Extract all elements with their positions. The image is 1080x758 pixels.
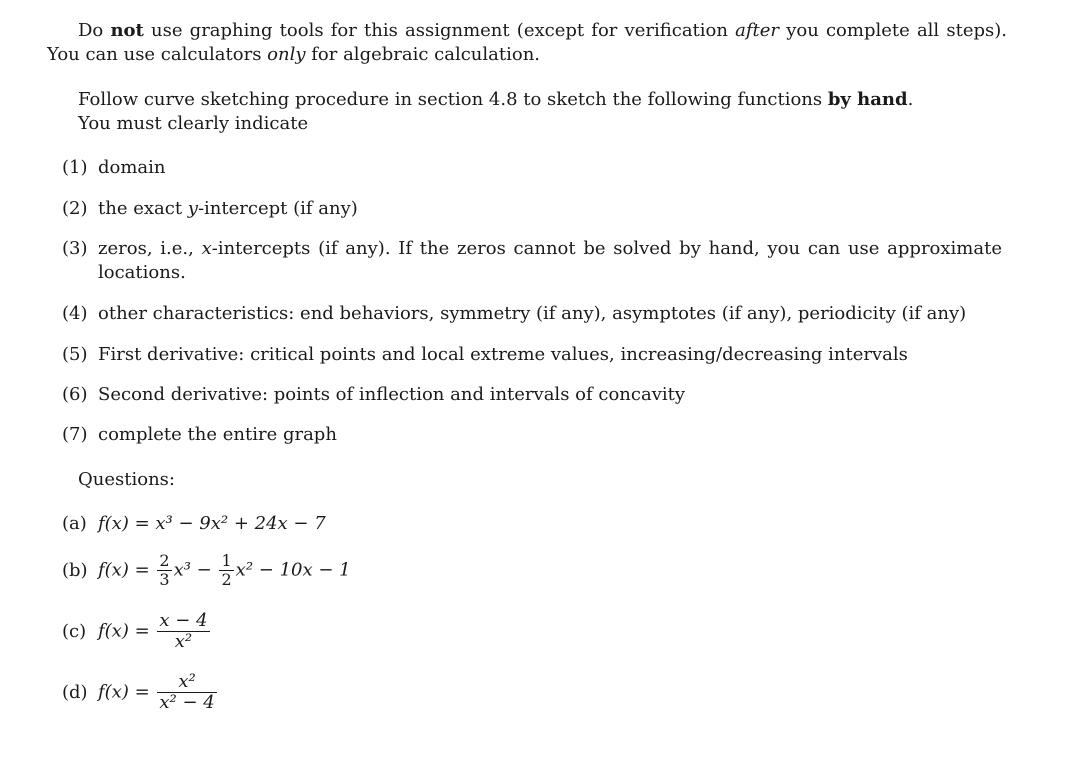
requirement-text <box>98 237 1002 285</box>
intro-italic-after: after <box>735 20 780 41</box>
fraction-denominator: 3 <box>159 570 170 589</box>
requirement-number: (1) <box>62 157 88 178</box>
requirement-text: domain <box>98 157 166 178</box>
requirement-item <box>62 343 1002 367</box>
requirement-number: (4) <box>62 303 88 324</box>
fraction-numerator: x² <box>157 672 216 693</box>
requirement-number: (6) <box>62 384 88 405</box>
requirement-variable: x <box>201 238 212 259</box>
question-term: x³ − <box>173 559 218 581</box>
fraction-numerator: 2 <box>159 551 170 570</box>
question-number: (b) <box>62 559 88 581</box>
question-term: x² − 10x − 1 <box>235 559 351 581</box>
question-number: (c) <box>62 620 87 642</box>
fraction-numerator: x − 4 <box>159 610 208 631</box>
intro-text-1: Do <box>78 20 111 41</box>
instructions-line-2: You must clearly indicate <box>78 113 309 134</box>
fraction <box>157 552 171 589</box>
question-lhs: f(x) = <box>98 513 156 534</box>
fraction-numerator: 1 <box>221 551 232 570</box>
instructions-paragraph <box>78 88 978 136</box>
instructions-text-2: . <box>907 89 914 110</box>
requirement-text <box>98 197 1002 221</box>
requirement-text: other characteristics: end behaviors, symmetry (if any), asymptotes (if any), periodicity (if any) <box>98 303 967 324</box>
requirement-item <box>62 302 1002 326</box>
instructions-bold-by-hand: by hand <box>827 89 908 110</box>
intro-bold-not: not <box>110 20 144 41</box>
requirement-item <box>62 197 1002 221</box>
question-number: (d) <box>62 681 88 703</box>
requirement-number: (2) <box>62 198 88 219</box>
requirement-text-pre: the exact <box>98 198 188 219</box>
intro-text-3: you complete all steps). You can use calculators <box>47 20 1007 65</box>
requirement-item <box>62 383 1002 407</box>
fraction <box>157 672 216 713</box>
fraction <box>219 552 233 589</box>
requirement-text: First derivative: critical points and local extreme values, increasing/decreasing intervals <box>98 344 908 365</box>
requirement-variable: y <box>187 198 198 219</box>
question-lhs: f(x) = <box>98 620 156 642</box>
intro-paragraph <box>47 19 1007 67</box>
requirement-text: Second derivative: points of inflection and intervals of concavity <box>98 384 686 405</box>
question-expression: x³ − 9x² + 24x − 7 <box>155 513 326 534</box>
question-number: (a) <box>62 513 87 534</box>
question-item <box>62 552 351 589</box>
requirement-number: (5) <box>62 344 88 365</box>
requirement-text: complete the entire graph <box>98 424 337 445</box>
fraction-denominator: x² − 4 <box>159 692 215 713</box>
requirement-number: (3) <box>62 238 88 259</box>
requirement-item <box>62 237 1002 285</box>
fraction-denominator: 2 <box>221 570 232 589</box>
requirement-item <box>62 156 1002 180</box>
requirement-text-post: -intercepts (if any). If the zeros cannot be solved by hand, you can use approximate locations. <box>98 238 1002 283</box>
requirement-text-pre: zeros, i.e., <box>98 238 202 259</box>
question-lhs: f(x) = <box>98 681 156 703</box>
fraction <box>157 611 209 652</box>
requirement-item <box>62 423 1002 447</box>
intro-text-2: use graphing tools for this assignment (except for verification <box>143 20 736 41</box>
requirement-number: (7) <box>62 424 88 445</box>
fraction-denominator: x² <box>174 631 193 652</box>
question-item <box>62 672 219 713</box>
requirement-text-post: -intercept (if any) <box>197 198 358 219</box>
question-item <box>62 611 212 652</box>
instructions-text-1: Follow curve sketching procedure in section 4.8 to sketch the following functions <box>78 89 828 110</box>
intro-text-4: for algebraic calculation. <box>305 44 541 65</box>
question-item <box>62 512 326 536</box>
question-lhs: f(x) = <box>98 559 156 581</box>
questions-heading: Questions: <box>78 469 175 490</box>
intro-italic-only: only <box>267 44 306 65</box>
